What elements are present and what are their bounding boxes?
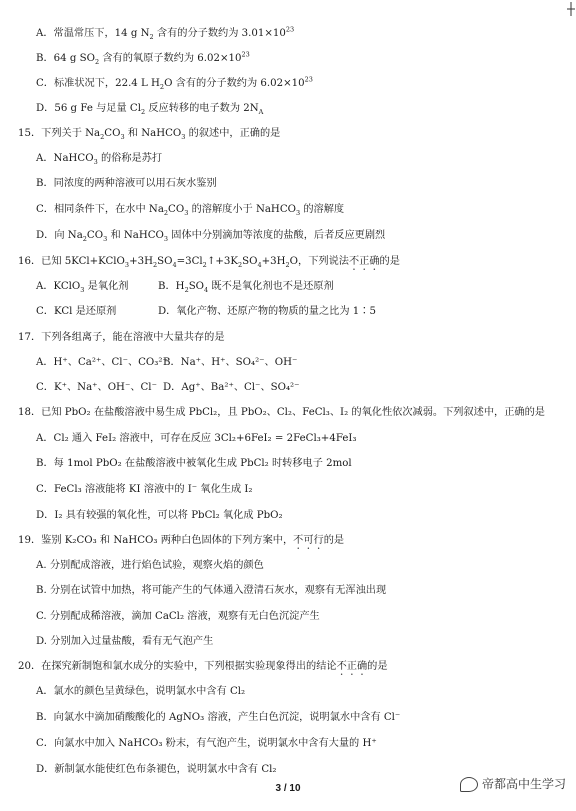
- q20-option-c: C．向氯水中加入 NaHCO₃ 粉末，有气泡产生，说明氯水中含有大量的 H⁺: [36, 738, 377, 749]
- q19-option-d: D. 分别加入过量盐酸，看有无气泡产生: [36, 636, 214, 647]
- corner-plus-icon: [566, 2, 576, 16]
- q14-option-c: C．标准状况下，22.4 L $H_2O$ 含有的分子数约为 $6.02\times 10^{23}$: [36, 75, 313, 92]
- q20-option-b: B．向氯水中滴加硝酸酸化的 AgNO₃ 溶液，产生白色沉淀，说明氯水中含有 Cl⁻: [36, 712, 401, 723]
- wechat-icon: [460, 777, 478, 792]
- emphasis-text: 不可行: [293, 535, 324, 546]
- q14-option-d: D．56 g Fe 与足量 $Cl_2$ 反应转移的电子数为 $2N_A$: [36, 103, 264, 117]
- watermark: [460, 775, 566, 792]
- q16-option-c: C．KCl 是还原剂: [36, 306, 117, 317]
- q20-option-a: A．氯水的颜色呈黄绿色，说明氯水中含有 Cl₂: [36, 686, 246, 697]
- q16-option-b: B．$H_2SO_4$ 既不是氧化剂也不是还原剂: [158, 281, 334, 295]
- q14-option-b: B．64 g $SO_2$ 含有的氧原子数约为 $6.02\times 10^{23}$: [36, 50, 250, 67]
- q19-option-c: C. 分别配成稀溶液，滴加 CaCl₂ 溶液，观察有无白色沉淀产生: [36, 611, 320, 622]
- q15-option-d: D．向 $Na_2CO_3$ 和 NaHCO$_3$ 固体中分别滴加等浓度的盐酸，后者反应更剧烈: [36, 230, 386, 244]
- emphasis-text: 不正确: [336, 661, 368, 672]
- watermark-text: 帝都高中生学习: [482, 777, 567, 791]
- q18-stem: 18．已知 PbO₂ 在盐酸溶液中易生成 PbCl₂，且 PbO₂、Cl₂、FeCl₃、I₂ 的氧化性依次减弱。下列叙述中，正确的是: [18, 407, 545, 418]
- q17-option-d: D．Ag⁺、Ba²⁺、Cl⁻、SO₄²⁻: [163, 382, 300, 393]
- q15-option-a: A．NaHCO$_3$ 的俗称是苏打: [36, 153, 163, 167]
- q17-option-b: B．Na⁺、H⁺、SO₄²⁻、OH⁻: [163, 357, 298, 368]
- q18-option-b: B．每 1mol PbO₂ 在盐酸溶液中被氧化生成 PbCl₂ 时转移电子 2mol: [36, 458, 352, 469]
- q16-option-d: D．氧化产物、还原产物的物质的量之比为 1∶5: [158, 306, 376, 317]
- q18-option-a: A．Cl₂ 通入 FeI₂ 溶液中，可存在反应 3Cl₂+6FeI₂ = 2FeCl₃+4FeI₃: [36, 433, 357, 444]
- q15-option-c: C．相同条件下，在水中 $Na_2CO_3$ 的溶解度小于 NaHCO$_3$ 的溶解度: [36, 204, 345, 218]
- q17-stem: 17．下列各组离子，能在溶液中大量共存的是: [18, 332, 225, 343]
- q14-option-a: A．常温常压下，14 g $N_2$ 含有的分子数约为 $3.01\times 10^{23}$: [36, 25, 295, 42]
- q17-option-c: C．K⁺、Na⁺、OH⁻、Cl⁻: [36, 382, 157, 393]
- q15-option-b: B．同浓度的两种溶液可以用石灰水鉴别: [36, 178, 217, 189]
- q17-option-a: A．H⁺、Ca²⁺、Cl⁻、CO₃²⁻: [36, 357, 168, 368]
- q19-option-b: B. 分别在试管中加热，将可能产生的气体通入澄清石灰水，观察有无浑浊出现: [36, 585, 387, 596]
- q20-stem: 20．在探究新制饱和氯水成分的实验中，下列根据实验现象得出的结论不正确的是: [18, 661, 388, 672]
- q19-stem: 19．鉴别 K₂CO₃ 和 NaHCO₃ 两种白色固体的下列方案中，不可行的是: [18, 535, 345, 546]
- q18-option-c: C．FeCl₃ 溶液能将 KI 溶液中的 I⁻ 氧化生成 I₂: [36, 484, 253, 495]
- q15-stem: 15．下列关于 $Na_2CO_3$ 和 NaHCO$_3$ 的叙述中，正确的是: [18, 128, 281, 142]
- page-number: 3 / 10: [275, 783, 301, 794]
- emphasis-text: 不正确: [348, 256, 380, 267]
- q16-stem: 16．已知 $5KCl+KClO_3+3H_2SO_4=3Cl_2↑+3K_2SO_4+3H_2O$，下列说法不正确的是: [18, 256, 400, 270]
- q16-option-a: A．KClO$_3$ 是氧化剂: [36, 281, 129, 295]
- q20-option-d: D．新制氯水能使红色布条褪色，说明氯水中含有 Cl₂: [36, 764, 277, 775]
- q18-option-d: D．I₂ 具有较强的氧化性，可以将 PbCl₂ 氧化成 PbO₂: [36, 510, 283, 521]
- q19-option-a: A. 分别配成溶液，进行焰色试验，观察火焰的颜色: [36, 560, 264, 571]
